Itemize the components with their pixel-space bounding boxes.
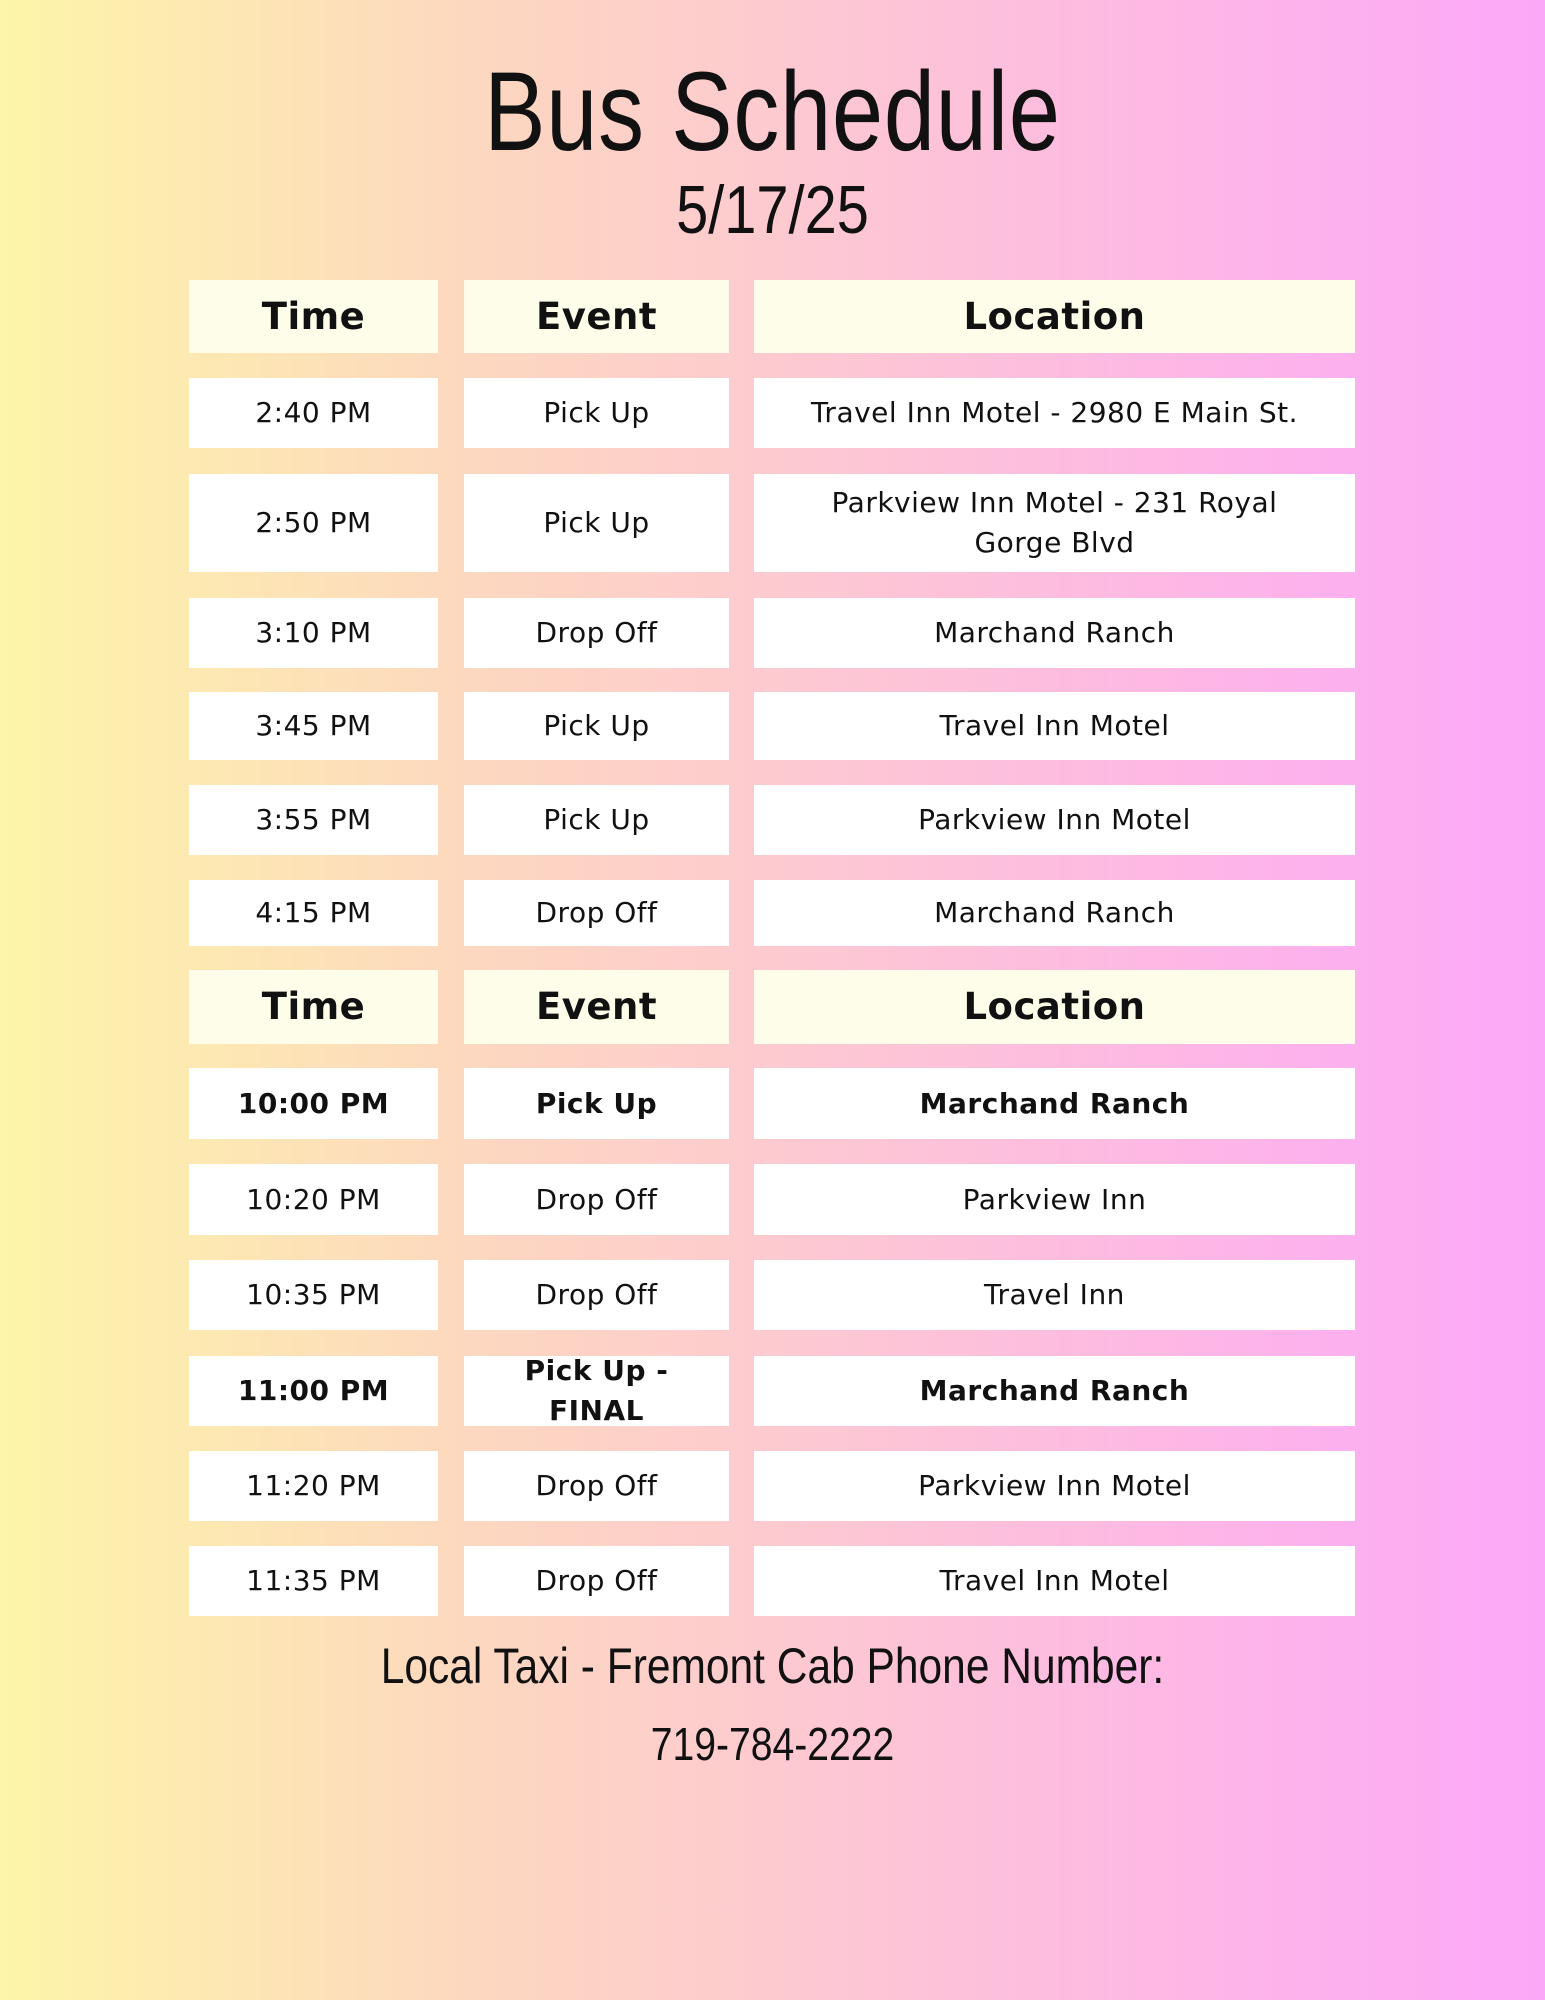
table-row-event: Pick Up	[464, 474, 729, 572]
taxi-phone-number: 719-784-2222	[650, 1718, 895, 1770]
table-row-event: Pick Up	[464, 785, 729, 855]
table-row-location: Travel Inn Motel - 2980 E Main St.	[754, 378, 1355, 448]
table-row-time: 4:15 PM	[189, 880, 438, 946]
column-header-time: Time	[189, 280, 438, 353]
column-header-location: Location	[754, 970, 1355, 1044]
table-row-event: Pick Up - FINAL	[464, 1356, 729, 1426]
table-row-event: Drop Off	[464, 880, 729, 946]
table-row-location: Travel Inn Motel	[754, 692, 1355, 760]
column-header-location: Location	[754, 280, 1355, 353]
table-row-event: Pick Up	[464, 378, 729, 448]
table-row-event: Drop Off	[464, 1164, 729, 1235]
table-row-location: Travel Inn	[754, 1260, 1355, 1330]
table-row-location: Marchand Ranch	[754, 1068, 1355, 1139]
table-row-event: Drop Off	[464, 1451, 729, 1521]
table-row-location: Travel Inn Motel	[754, 1546, 1355, 1616]
table-row-location: Marchand Ranch	[754, 598, 1355, 668]
taxi-label: Local Taxi - Fremont Cab Phone Number:	[380, 1638, 1165, 1694]
table-row-time: 2:50 PM	[189, 474, 438, 572]
table-row-event: Drop Off	[464, 1546, 729, 1616]
table-row-time: 10:00 PM	[189, 1068, 438, 1139]
table-row-time: 11:00 PM	[189, 1356, 438, 1426]
schedule-date: 5/17/25	[676, 172, 869, 248]
table-row-time: 10:35 PM	[189, 1260, 438, 1330]
table-row-location: Parkview Inn Motel	[754, 785, 1355, 855]
column-header-time: Time	[189, 970, 438, 1044]
table-row-event: Pick Up	[464, 692, 729, 760]
table-row-event: Drop Off	[464, 598, 729, 668]
table-row-location: Marchand Ranch	[754, 1356, 1355, 1426]
column-header-event: Event	[464, 280, 729, 353]
table-row-event: Pick Up	[464, 1068, 729, 1139]
column-header-event: Event	[464, 970, 729, 1044]
table-row-location: Marchand Ranch	[754, 880, 1355, 946]
table-row-location: Parkview Inn Motel - 231 Royal Gorge Blvd	[754, 474, 1355, 572]
page-title: Bus Schedule	[484, 49, 1061, 174]
table-row-time: 11:20 PM	[189, 1451, 438, 1521]
table-row-time: 3:45 PM	[189, 692, 438, 760]
table-row-event: Drop Off	[464, 1260, 729, 1330]
table-row-time: 11:35 PM	[189, 1546, 438, 1616]
table-row-time: 10:20 PM	[189, 1164, 438, 1235]
table-row-location: Parkview Inn	[754, 1164, 1355, 1235]
table-row-time: 2:40 PM	[189, 378, 438, 448]
table-row-time: 3:55 PM	[189, 785, 438, 855]
table-row-location: Parkview Inn Motel	[754, 1451, 1355, 1521]
table-row-time: 3:10 PM	[189, 598, 438, 668]
